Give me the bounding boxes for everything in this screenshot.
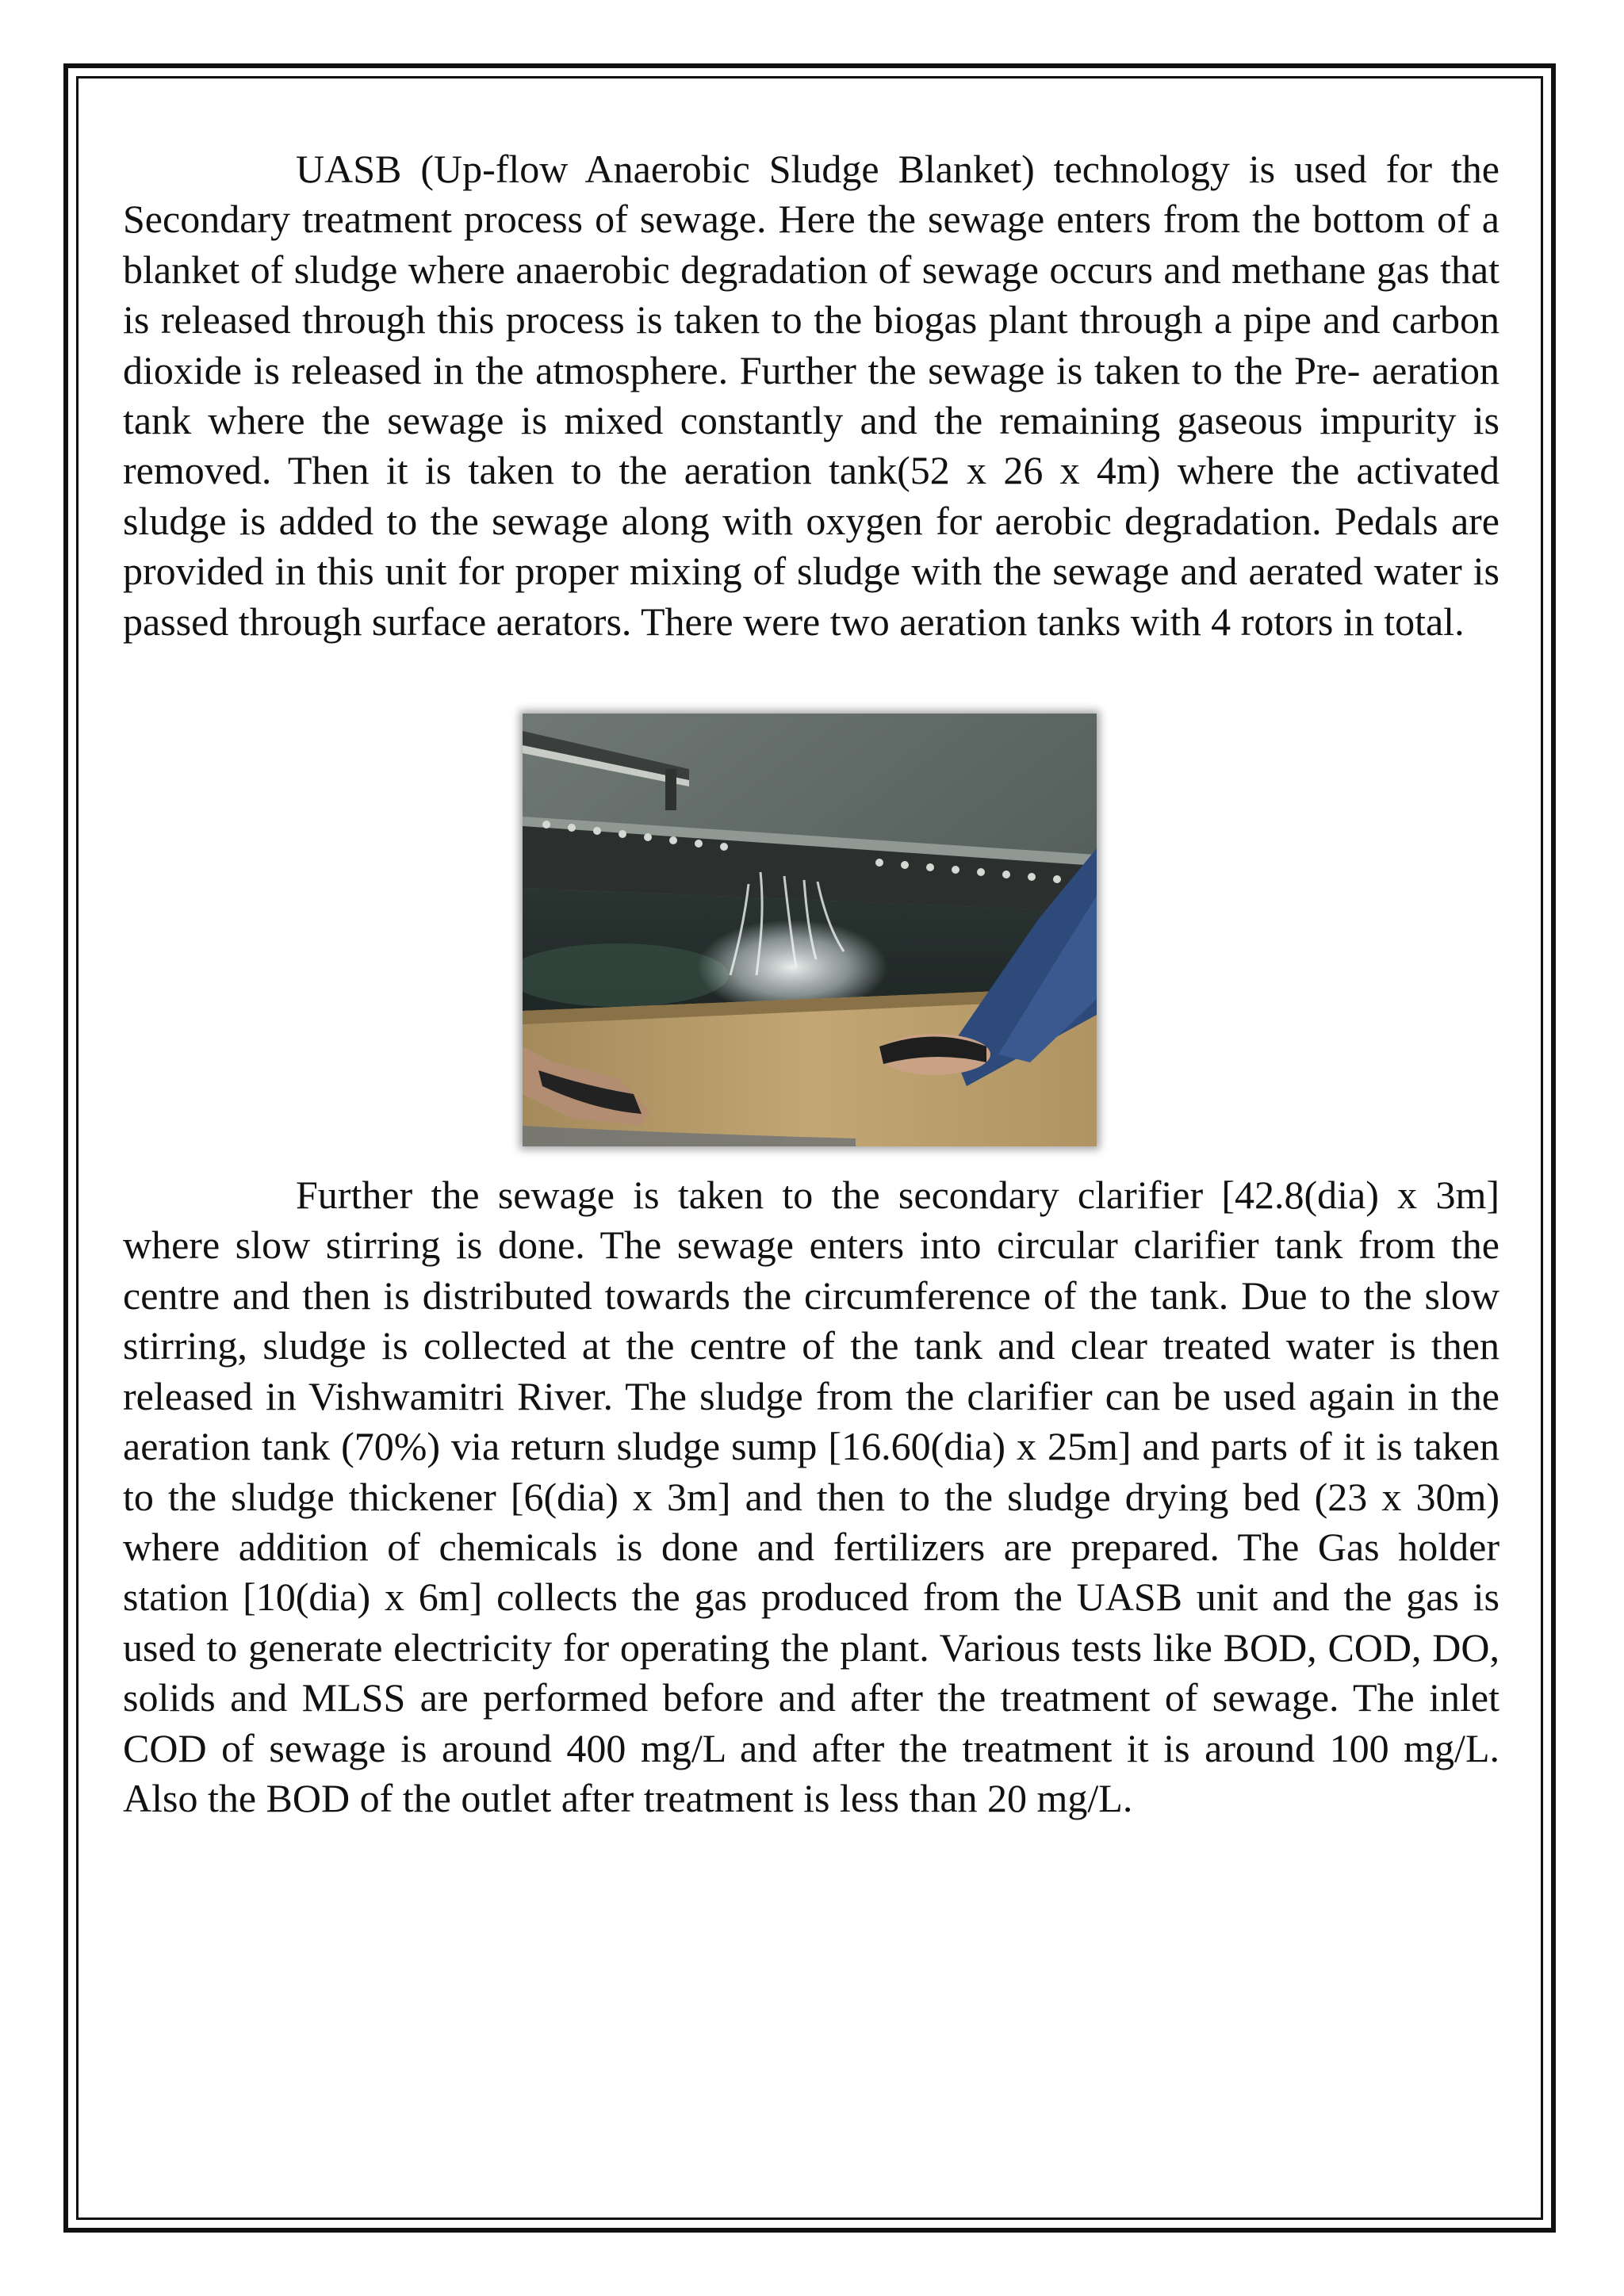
aeration-tank-photo: [523, 714, 1097, 1146]
document-body: [123, 144, 1500, 1823]
paragraph-clarifier-sludge: Further the sewage is taken to the secondary clarifier [42.8(dia) x 3m] where slow stirring is done. The sewage enters into circular clarifier tank from the centre and then is distributed towards the circumference of the tank. Due to the slow stirring, sludge is collected at the centre of the tank and clear treated water is then released in Vishwamitri River. The sludge from the clarifier can be used again in the aeration tank (70%) via return sludge sump [16.60(dia) x 25m] and parts of it is taken to the sludge thickener [6(dia) x 3m] and then to the sludge drying bed (23 x 30m) where addition of chemicals is done and fertilizers are prepared. The Gas holder station [10(dia) x 6m] collects the gas produced from the UASB unit and the gas is used to generate electricity for operating the plant. Various tests like BOD, COD, DO, solids and MLSS are performed before and after the treatment of sewage. The inlet COD of sewage is around 400 mg/L and after the treatment it is around 100 mg/L. Also the BOD of the outlet after treatment is less than 20 mg/L.: [123, 1173, 1500, 1820]
aeration-tank-photo-image: [523, 714, 1097, 1146]
paragraph-uasb-aeration: UASB (Up-flow Anaerobic Sludge Blanket) technology is used for the Secondary treatment process of sewage. Here the sewage enters from the bottom of a blanket of sludge where anaerobic degradation of sewage occurs and methane gas that is released through this process is taken to the biogas plant through a pipe and carbon dioxide is released in the atmosphere. Further the sewage is taken to the Pre- aeration tank where the sewage is mixed constantly and the remaining gaseous impurity is removed. Then it is taken to the aeration tank(52 x 26 x 4m) where the activated sludge is added to the sewage along with oxygen for aerobic degradation. Pedals are provided in this unit for proper mixing of sludge with the sewage and aerated water is passed through surface aerators. There were two aeration tanks with 4 rotors in total.: [123, 147, 1500, 644]
aeration-tank-photo-frame: [523, 714, 1097, 1146]
